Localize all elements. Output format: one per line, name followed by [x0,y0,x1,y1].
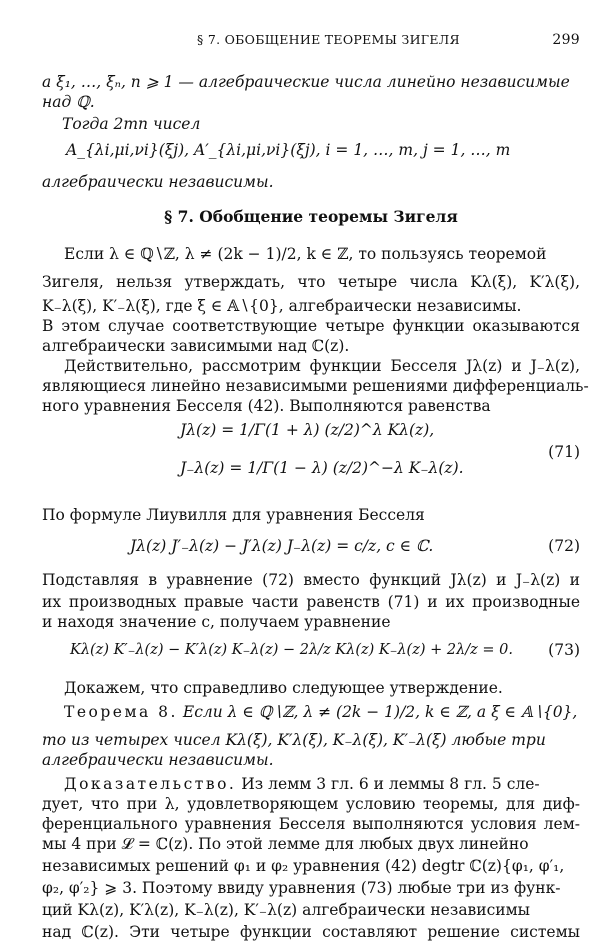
theorem-line [64,702,580,722]
text-line: над ℂ(z). Эти четыре функции составляют решение системы [42,923,580,941]
text-line: мы 4 при 𝓛 = ℂ(z). По этой лемме для любых двух линейно [42,835,529,853]
text-line: алгебраически зависимыми над ℂ(z). [42,337,350,355]
text-line: В этом случае соответствующие четыре функции оказываются [42,317,580,335]
text-line: алгебраически независимы. [42,173,274,191]
equation-71a: Jλ(z) = 1/Γ(1 + λ) (z/2)^λ Kλ(z), [180,421,435,439]
text-line: По формуле Лиувилля для уравнения Бесселя [42,506,425,524]
equation-number-72: (72) [548,537,580,555]
text-line: Если λ ∈ ℚ∖ℤ, λ ≠ (2k − 1)/2, k ∈ ℤ, то пользуясь теоремой [64,245,547,263]
proof-text: Из лемм 3 гл. 6 и леммы 8 гл. 5 сле- [241,775,540,793]
section-title: § 7. Обобщение теоремы Зигеля [164,207,458,226]
theorem-line: алгебраически независимы. [42,751,274,769]
equation-73: Kλ(z) K′₋λ(z) − K′λ(z) K₋λ(z) − 2λ/z Kλ(z) K₋λ(z) + 2λ/z = 0. [70,642,514,658]
page-number: 299 [552,32,580,48]
math-line: A_{λi,μi,νi}(ξj), A′_{λi,μi,νi}(ξj), i = 1, …, m, j = 1, …, m [66,141,511,159]
text-line: и находя значение c, получаем уравнение [42,613,391,631]
text-line: a ξ₁, …, ξₙ, n ⩾ 1 — алгебраические числа линейно независимые [42,73,570,91]
running-title: § 7. ОБОБЩЕНИЕ ТЕОРЕМЫ ЗИГЕЛЯ [197,32,460,47]
proof-label: Доказательство. [64,775,237,793]
text-line: φ₂, φ′₂} ⩾ 3. Поэтому ввиду уравнения (73) любые три из функ- [42,879,561,897]
text-line: над ℚ. [42,93,95,111]
text-line: ного уравнения Бесселя (42). Выполняются равенства [42,397,491,415]
theorem-text: Если λ ∈ ℚ∖ℤ, λ ≠ (2k − 1)/2, k ∈ ℤ, а ξ ∈ 𝔸∖{0}, [182,703,578,721]
equation-71b: J₋λ(z) = 1/Γ(1 − λ) (z/2)^−λ K₋λ(z). [180,459,464,477]
text-line: Подставляя в уравнение (72) вместо функций Jλ(z) и J₋λ(z) и [42,571,580,589]
theorem-line: то из четырех чисел Kλ(ξ), K′λ(ξ), K₋λ(ξ), K′₋λ(ξ) любые три [42,731,546,749]
equation-number-73: (73) [548,641,580,659]
text-line: K₋λ(ξ), K′₋λ(ξ), где ξ ∈ 𝔸∖{0}, алгебраически независимы. [42,297,522,315]
text-line: независимых решений φ₁ и φ₂ уравнения (42) degtr ℂ(z){φ₁, φ′₁, [42,857,565,875]
text-line: их производных правые части равенств (71) и их производные [42,593,580,611]
text-line: являющиеся линейно независимыми решениями дифференциаль- [42,377,589,395]
text-line: ций Kλ(z), K′λ(z), K₋λ(z), K′₋λ(z) алгебраически независимы [42,901,531,919]
text-line: Докажем, что справедливо следующее утверждение. [64,679,503,697]
proof-line [64,774,580,794]
text-line: Зигеля, нельзя утверждать, что четыре числа Kλ(ξ), K′λ(ξ), [42,273,580,291]
text-line: Действительно, рассмотрим функции Бесселя Jλ(z) и J₋λ(z), [64,357,580,375]
text-line: дует, что при λ, удовлетворяющем условию теоремы, для диф- [42,795,580,813]
text-line: ференциального уравнения Бесселя выполняются условия лем- [42,815,580,833]
equation-72: Jλ(z) J′₋λ(z) − J′λ(z) J₋λ(z) = c/z, c ∈ ℂ. [130,537,434,555]
equation-number-71: (71) [548,443,580,461]
text-line: Тогда 2mn чисел [62,115,201,133]
theorem-label: Теорема 8. [64,703,178,721]
